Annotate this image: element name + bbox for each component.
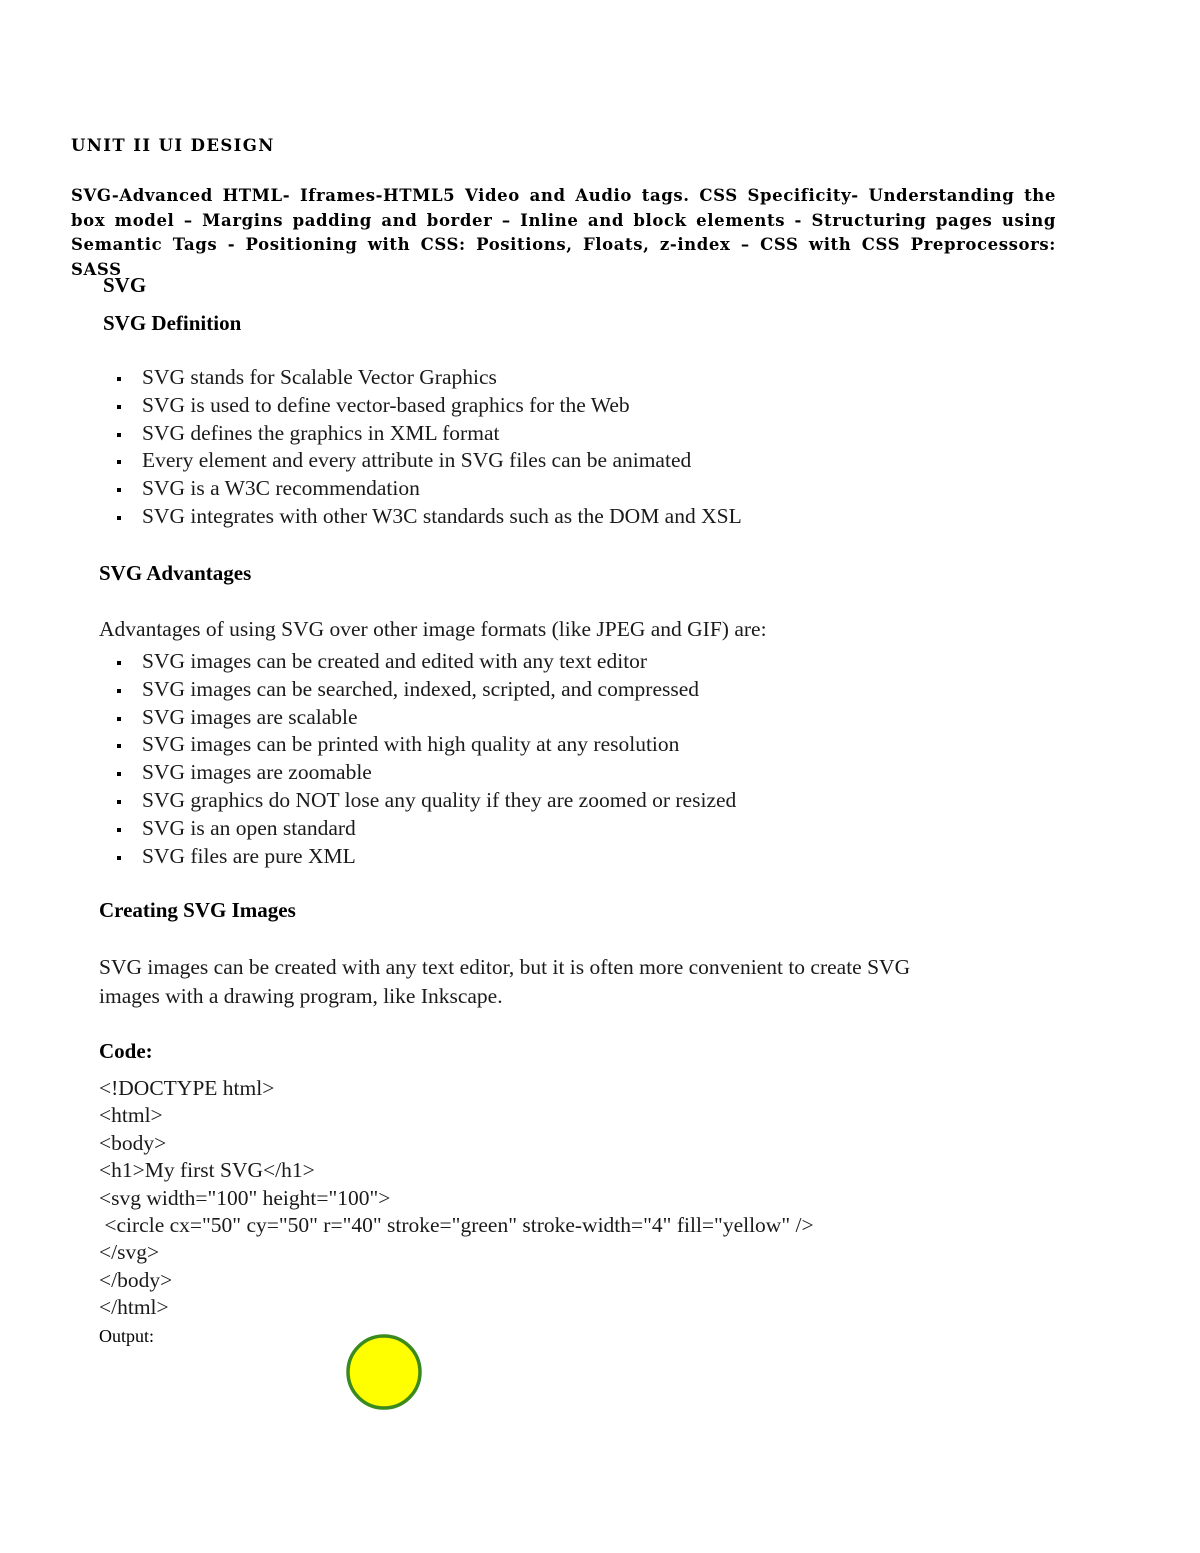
syllabus-line: Semantic Tags - Positioning with CSS: Positions, Floats, z-index – CSS with CSS Preprocessors: SASS (71, 235, 1056, 279)
output-label: Output: (99, 1326, 155, 1346)
unit-title: UNIT II UI DESIGN (71, 136, 275, 155)
definition-heading: SVG Definition (103, 311, 242, 335)
list-item: SVG images can be created and edited with any text editor (113, 648, 736, 676)
list-item: SVG images can be searched, indexed, scripted, and compressed (113, 676, 736, 704)
code-line: </html> (99, 1295, 169, 1320)
code-block (99, 1075, 814, 1322)
code-heading: Code: (99, 1039, 153, 1063)
section-heading-svg: SVG (103, 273, 147, 297)
list-item: SVG is used to define vector-based graphics for the Web (113, 392, 742, 420)
output-preview (340, 1328, 430, 1418)
list-item: SVG integrates with other W3C standards such as the DOM and XSL (113, 503, 742, 531)
advantages-heading: SVG Advantages (99, 561, 252, 585)
yellow-circle (348, 1336, 420, 1408)
paragraph-line: SVG images can be created with any text editor, but it is often more convenient to create SVG (99, 955, 911, 979)
list-item: Every element and every attribute in SVG files can be animated (113, 447, 742, 475)
list-item: SVG is an open standard (113, 815, 736, 843)
code-line: <h1>My first SVG</h1> (99, 1158, 315, 1183)
creating-paragraph (99, 953, 910, 1011)
list-item: SVG images are zoomable (113, 759, 736, 787)
advantages-intro: Advantages of using SVG over other image formats (like JPEG and GIF) are: (99, 617, 767, 641)
list-item: SVG images are scalable (113, 704, 736, 732)
syllabus-line: box model – Margins padding and border – Inline and block elements - Structuring pages using (71, 210, 1056, 230)
code-line: </body> (99, 1267, 173, 1292)
code-line: <!DOCTYPE html> (99, 1076, 275, 1100)
paragraph-line: images with a drawing program, like Inkscape. (99, 984, 503, 1008)
list-item: SVG files are pure XML (113, 843, 736, 871)
syllabus-line: SVG-Advanced HTML- Iframes-HTML5 Video and Audio tags. CSS Specificity- Understanding the (71, 186, 1056, 205)
syllabus-topics (71, 184, 1056, 282)
creating-heading: Creating SVG Images (99, 898, 296, 922)
definition-list (113, 364, 742, 531)
list-item: SVG images can be printed with high quality at any resolution (113, 731, 736, 759)
list-item: SVG graphics do NOT lose any quality if they are zoomed or resized (113, 787, 736, 815)
list-item: SVG is a W3C recommendation (113, 475, 742, 503)
code-line: </svg> (99, 1240, 160, 1265)
code-line: <circle cx="50" cy="50" r="40" stroke="green" stroke-width="4" fill="yellow" /> (99, 1213, 814, 1238)
list-item: SVG defines the graphics in XML format (113, 420, 742, 448)
list-item: SVG stands for Scalable Vector Graphics (113, 364, 742, 392)
code-line: <body> (99, 1130, 167, 1155)
code-line: <html> (99, 1103, 163, 1128)
advantages-list (113, 648, 736, 870)
code-line: <svg width="100" height="100"> (99, 1185, 391, 1210)
